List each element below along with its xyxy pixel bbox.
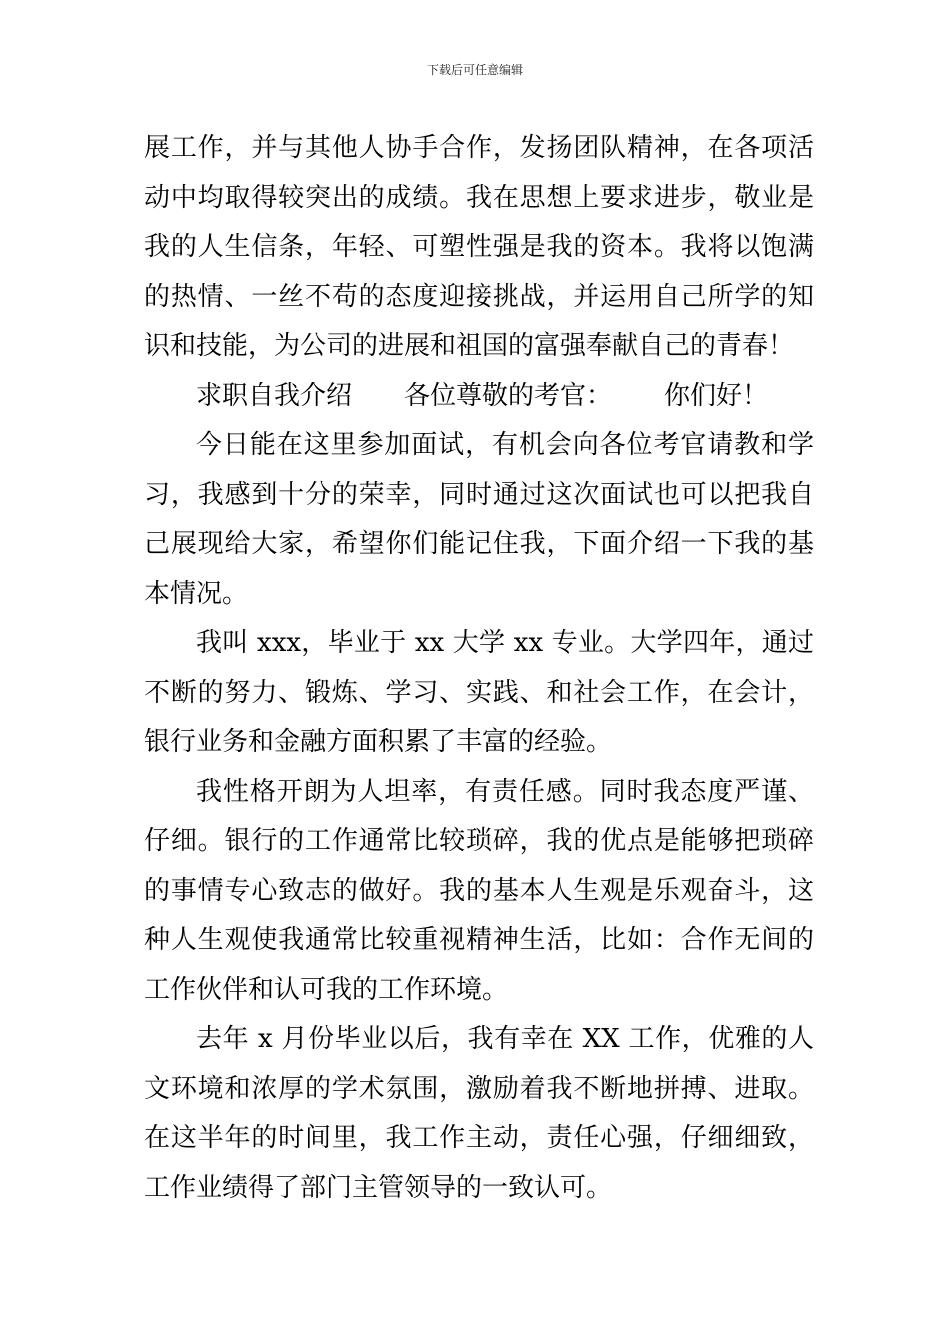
intro-greeting: 你们好！ bbox=[664, 380, 769, 411]
page-header: 下载后可任意编辑 bbox=[426, 63, 523, 77]
paragraph-education: 我叫 xxx，毕业于 xx 大学 xx 专业。大学四年，通过不断的努力、锻炼、学习、实践、和社会工作，在会计，银行业务和金融方面积累了丰富的经验。 bbox=[144, 628, 814, 757]
paragraph-opening: 今日能在这里参加面试，有机会向各位考官请教和学习，我感到十分的荣幸，同时通过这次面试也可以把我自己展现给大家，希望你们能记住我，下面介绍一下我的基本情况。 bbox=[144, 430, 814, 609]
paragraph-work-experience: 去年 x 月份毕业以后，我有幸在 XX 工作，优雅的人文环境和浓厚的学术氛围，激励着我不断地拼搏、进取。在这半年的时间里，我工作主动，责任心强，仔细细致，工作业绩得了部门主管领导的一致认可。 bbox=[144, 1024, 814, 1203]
intro-title: 求职自我介绍 bbox=[196, 380, 353, 411]
paragraph-continuation: 展工作，并与其他人协手合作，发扬团队精神，在各项活动中均取得较突出的成绩。我在思想上要求进步，敬业是我的人生信条，年轻、可塑性强是我的资本。我将以饱满的热情、一丝不苟的态度迎接挑战，并运用自己所学的知识和技能，为公司的进展和祖国的富强奉献自己的青春！ bbox=[144, 133, 814, 361]
intro-line bbox=[144, 372, 814, 422]
document-body bbox=[144, 124, 814, 1213]
paragraph-personality: 我性格开朗为人坦率，有责任感。同时我态度严谨、仔细。银行的工作通常比较琐碎，我的优点是能够把琐碎的事情专心致志的做好。我的基本人生观是乐观奋斗，这种人生观使我通常比较重视精神生活，比如：合作无间的工作伙伴和认可我的工作环境。 bbox=[144, 776, 814, 1005]
intro-salutation: 各位尊敬的考官： bbox=[404, 380, 613, 411]
